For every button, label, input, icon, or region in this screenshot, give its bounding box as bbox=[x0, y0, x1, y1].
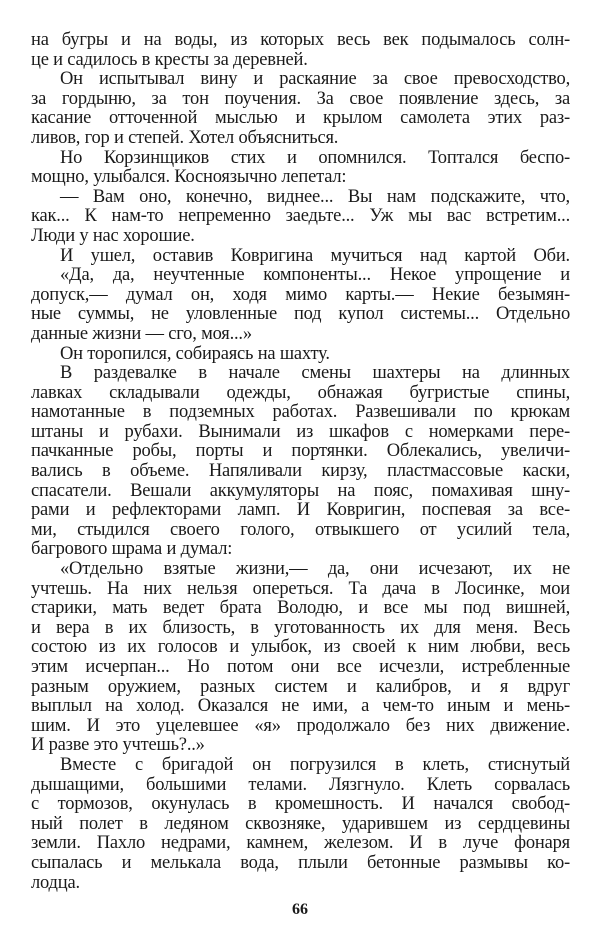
text-line: И разве это учтешь?..» bbox=[31, 735, 205, 756]
text-line: за гордыню, за тон поучения. За свое появление здесь, за bbox=[31, 88, 570, 109]
text-line: данные жизни — сго, моя...» bbox=[31, 323, 252, 344]
text-line: состою из их голосов и улыбок, из своей к ним любви, весь bbox=[31, 637, 570, 658]
text-line: ные суммы, не уловленные под купол системы... Отдельно bbox=[31, 304, 570, 325]
text-line: мощно, улыбался. Косноязычно лепетал: bbox=[31, 167, 347, 188]
text-line: вались в объеме. Напяливали кирзу, пластмассовые каски, bbox=[31, 461, 570, 482]
text-line: — Вам оно, конечно, виднее... Вы нам подскажите, что, bbox=[60, 186, 570, 207]
text-line: В раздевалке в начале смены шахтеры на длинных bbox=[60, 363, 570, 384]
text-line: штаны и рубахи. Вынимали из шкафов с номерками пере- bbox=[31, 421, 570, 442]
text-line: с тормозов, окунулась в кромешность. И начался свобод- bbox=[31, 794, 570, 815]
text-line: лавках складывали одежды, обнажая бугристые спины, bbox=[31, 382, 570, 403]
text-line: ми, стыдился своего голого, отвыкшего от усилий тела, bbox=[31, 519, 570, 540]
text-line: «Да, да, неучтенные компоненты... Некое упрощение и bbox=[60, 265, 570, 286]
text-line: дышащими, большими телами. Лязгнуло. Клеть сорвалась bbox=[31, 774, 570, 795]
text-line: ный полет в ледяном сквозняке, ударившем из сердцевины bbox=[31, 813, 570, 834]
text-line: «Отдельно взятые жизни,— да, они исчезают, их не bbox=[60, 559, 570, 580]
text-line: сыпалась и мелькала вода, плыли бетонные размывы ко- bbox=[31, 852, 570, 873]
text-line: Люди у нас хорошие. bbox=[31, 225, 195, 246]
text-line: Он испытывал вину и раскаяние за свое превосходство, bbox=[60, 69, 570, 90]
text-line: и вера в их близость, в уготованность их для меня. Весь bbox=[31, 617, 570, 638]
text-line: багрового шрама и думал: bbox=[31, 539, 233, 560]
text-line: выплыл на холод. Оказался не ими, а чем-то иным и мень- bbox=[31, 696, 570, 717]
text-line: Он торопился, собираясь на шахту. bbox=[60, 343, 330, 364]
text-line: допуск,— думал он, ходя мимо карты.— Некие безымян- bbox=[31, 284, 570, 305]
text-line: земли. Пахло недрами, камнем, железом. И в луче фонаря bbox=[31, 833, 570, 854]
text-line: этим исчерпан... Но потом они все исчезли, истребленные bbox=[31, 657, 570, 677]
text-line: лодца. bbox=[31, 872, 80, 893]
text-line: шим. И это уцелевшее «я» продолжало без них движение. bbox=[31, 715, 570, 736]
text-line: разным оружием, разных систем и калибров, и я вдруг bbox=[31, 676, 570, 697]
text-line: намотанные в подземных работах. Развешивали по крюкам bbox=[31, 402, 570, 423]
text-line: на бугры и на воды, из которых весь век подымалось солн- bbox=[31, 30, 570, 50]
text-line: как... К нам-то непременно заедьте... Уж мы вас встретим... bbox=[31, 206, 570, 227]
text-line: старики, мать ведет брата Володю, и все мы под вишней, bbox=[31, 598, 570, 619]
page-number: 66 bbox=[292, 901, 308, 918]
text-line: ливов, гор и степей. Хотел объясниться. bbox=[31, 127, 339, 148]
text-line: Но Корзинщиков стих и опомнился. Топтался беспо- bbox=[60, 147, 570, 168]
text-line: Вместе с бригадой он погрузился в клеть, стиснутый bbox=[60, 754, 570, 775]
text-line: пачканные робы, порты и портянки. Облекались, увеличи- bbox=[31, 441, 570, 462]
text-line: И ушел, оставив Ковригина мучиться над картой Оби. bbox=[60, 245, 570, 266]
text-line: касание отточенной мыслью и крылом самолета этих раз- bbox=[31, 108, 570, 129]
text-line: спасатели. Вешали аккумуляторы на пояс, помахивая шну- bbox=[31, 480, 570, 501]
book-page-text bbox=[31, 31, 570, 893]
text-line: це и садилось в кресты за деревней. bbox=[31, 49, 308, 70]
text-line: учтешь. На них нельзя опереться. Та дача в Лосинке, мои bbox=[31, 578, 570, 599]
text-line: рами и рефлекторами ламп. И Ковригин, поспевая за все- bbox=[31, 500, 570, 521]
